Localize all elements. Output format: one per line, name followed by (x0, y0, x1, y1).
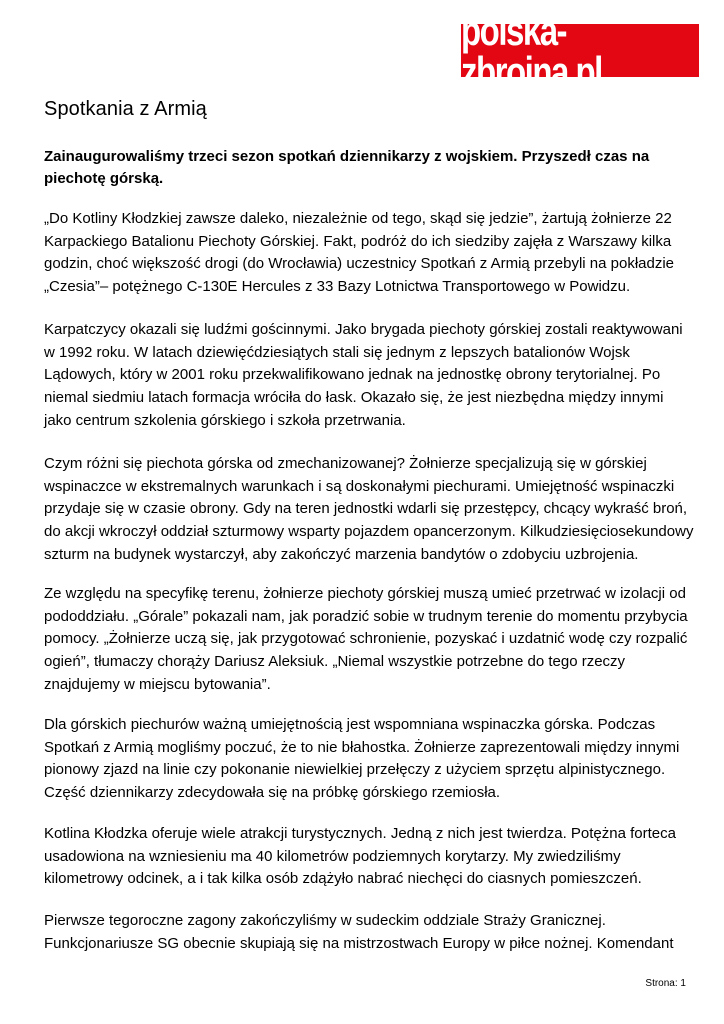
site-logo[interactable] (461, 6, 699, 95)
article-paragraph: Ze względu na specyfikę terenu, żołnierze piechoty górskiej muszą umieć przetrwać w izolacji od pododdziału. „Górale” pokazali nam, jak poradzić sobie w trudnym terenie do momentu przybycia pomocy. „Żołnierze uczą się, jak przygotować schronienie, pozyskać i uzdatnić wodę czy rozpalić ogień”, tłumaczy chorąży Dariusz Aleksiuk. „Niemal wszystkie potrzebne do tego rzeczy znajdujemy w miejscu bytowania”. (44, 585, 688, 693)
article-paragraph: Karpatczycy okazali się ludźmi gościnnymi. Jako brygada piechoty górskiej zostali reaktywowani w 1992 roku. W latach dziewięćdziesiątych stali się jednym z lepszych batalionów Wojsk Lądowych, który w 2001 roku przekwalifikowano jednak na jednostkę obrony terytorialnej. Po niemal siedmiu latach formacja wróciła do łask. Okazało się, że jest niezbędna między innymi jako centrum szkolenia górskiego i szkoła przetrwania. (44, 321, 683, 429)
article-paragraph: Czym różni się piechota górska od zmechanizowanej? Żołnierze specjalizują się w górskiej wspinaczce w ekstremalnych warunkach i są doskonałymi piechurami. Umiejętność wspinaczki przydaje się w czasie obrony. Gdy na teren jednostki wdarli się przestępcy, chcący wykraść broń, do akcji wkroczył oddział szturmowy wsparty pojazdem opancerzonym. Kilkudziesięciosekundowy szturm na budynek wystarczył, aby zakończyć marzenia bandytów o zdobyciu uzbrojenia. (44, 455, 694, 563)
article-paragraph: „Do Kotliny Kłodzkiej zawsze daleko, niezależnie od tego, skąd się jedzie”, żartują żołnierze 22 Karpackiego Batalionu Piechoty Górskiej. Fakt, podróż do ich siedziby zajęła z Warszawy kilka godzin, choć większość drogi (do Wrocławia) uczestnicy Spotkań z Armią przebyli na pokładzie „Czesia”– potężnego C-130E Hercules z 33 Bazy Lotnictwa Transportowego w Powidzu. (44, 210, 675, 296)
article-paragraph: Kotlina Kłodzka oferuje wiele atrakcji turystycznych. Jedną z nich jest twierdza. Potężna forteca usadowiona na wzniesieniu ma 40 kilometrów podziemnych korytarzy. My zwiedziliśmy kilometrowy odcinek, a i tak kilka osób zdążyło nabrać niechęci do ciasnych pomieszczeń. (44, 825, 676, 888)
logo-text: polska-zbrojna.pl (461, 6, 602, 95)
article-paragraph: Dla górskich piechurów ważną umiejętnością jest wspomniana wspinaczka górska. Podczas Spotkań z Armią mogliśmy poczuć, że to nie błahostka. Żołnierze zaprezentowali między innymi pionowy zjazd na linie czy pokonanie niewielkiej przełęczy z użyciem sprzętu alpinistycznego. Część dziennikarzy zdecydowała się na próbkę górskiego rzemiosła. (44, 716, 680, 802)
article-lead: Zainaugurowaliśmy trzeci sezon spotkań dziennikarzy z wojskiem. Przyszedł czas na piechotę górską. (44, 148, 650, 187)
article-paragraph: Pierwsze tegoroczne zagony zakończyliśmy w sudeckim oddziale Straży Granicznej. Funkcjonariusze SG obecnie skupiają się na mistrzostwach Europy w piłce nożnej. Komendant (44, 912, 674, 952)
page-number: Strona: 1 (645, 978, 686, 989)
article-title: Spotkania z Armią (44, 98, 207, 120)
